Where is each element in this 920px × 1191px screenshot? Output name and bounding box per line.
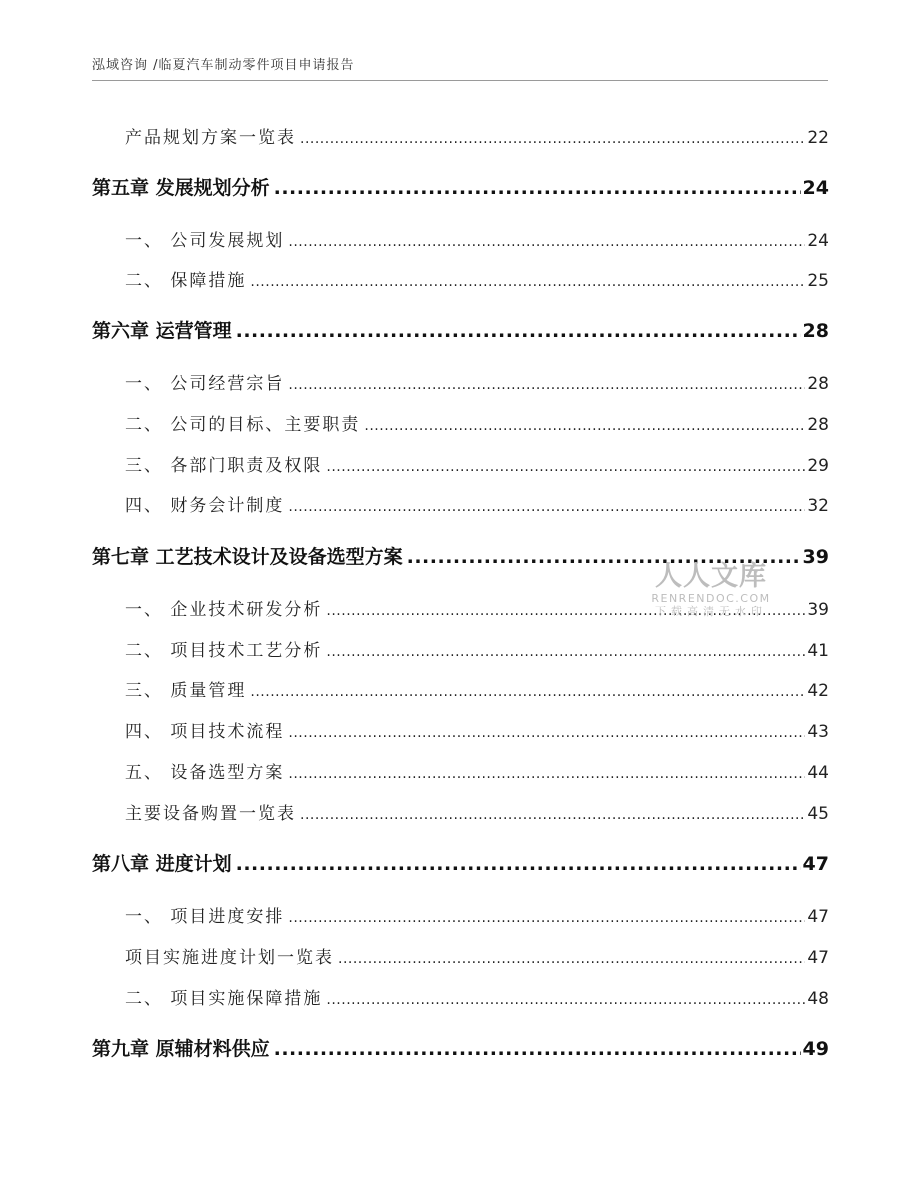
toc-page-number: 32 [807,496,829,516]
toc-page-number: 42 [807,681,829,701]
toc-leader-dots [300,807,805,823]
toc-entry-label: 一、 公司经营宗旨 [125,374,285,394]
toc-entry-label: 三、 各部门职责及权限 [125,456,323,476]
toc-entry[interactable] [125,799,829,824]
watermark [648,562,774,618]
toc-entry-label: 第九章 原辅材料供应 [92,1038,270,1060]
toc-page-number: 39 [807,600,829,620]
toc-leader-dots [274,1038,801,1060]
toc-leader-dots [338,951,805,967]
toc-leader-dots [250,684,805,700]
toc-leader-dots [274,177,801,199]
toc-page-number: 47 [807,907,829,927]
toc-page-number: 41 [807,641,829,661]
toc-leader-dots [364,418,805,434]
watermark-title: 人人文库 [655,561,767,592]
toc-page-number: 29 [807,456,829,476]
toc-page-number: 48 [807,989,829,1009]
toc-entry[interactable] [125,984,829,1009]
toc-chapter-entry[interactable] [92,849,829,876]
toc-leader-dots [288,377,805,393]
watermark-slogan: 下载高清无水印 [655,605,767,618]
toc-entry-label: 第五章 发展规划分析 [92,177,270,199]
toc-page-number: 25 [807,271,829,291]
toc-entry[interactable] [125,266,829,291]
toc-leader-dots [326,644,805,660]
toc-entry-label: 项目实施进度计划一览表 [125,948,334,968]
toc-entry[interactable] [125,636,829,661]
toc-entry[interactable] [125,451,829,476]
toc-page-number: 22 [807,128,829,148]
toc-chapter-entry[interactable] [92,1034,829,1061]
toc-entry[interactable] [125,123,829,148]
toc-entry-label: 第八章 进度计划 [92,853,232,875]
toc-entry-label: 二、 项目技术工艺分析 [125,641,323,661]
toc-entry[interactable] [125,491,829,516]
toc-page-number: 43 [807,722,829,742]
page-header: 泓域咨询 /临夏汽车制动零件项目申请报告 [92,58,355,73]
toc-entry-label: 第七章 工艺技术设计及设备选型方案 [92,546,403,568]
toc-entry-label: 三、 质量管理 [125,681,247,701]
toc-page-number: 28 [802,320,829,342]
toc-entry[interactable] [125,226,829,251]
toc-page-number: 47 [802,853,829,875]
toc-leader-dots [288,499,805,515]
toc-leader-dots [236,320,801,342]
toc-leader-dots [288,725,805,741]
toc-leader-dots [288,766,805,782]
toc-entry[interactable] [125,717,829,742]
toc-entry-label: 第六章 运营管理 [92,320,232,342]
toc-chapter-entry[interactable] [92,316,829,343]
toc-page-number: 28 [807,374,829,394]
toc-entry-label: 主要设备购置一览表 [125,804,296,824]
toc-leader-dots [326,459,805,475]
toc-leader-dots [288,234,805,250]
toc-leader-dots [288,910,805,926]
toc-page-number: 39 [802,546,829,568]
toc-entry-label: 一、 项目进度安排 [125,907,285,927]
toc-leader-dots [236,853,801,875]
toc-entry[interactable] [125,369,829,394]
toc-entry-label: 二、 公司的目标、主要职责 [125,415,361,435]
toc-entry[interactable] [125,410,829,435]
toc-page-number: 24 [802,177,829,199]
toc-entry[interactable] [125,902,829,927]
toc-entry[interactable] [125,676,829,701]
toc-page-number: 44 [807,763,829,783]
toc-entry-label: 四、 项目技术流程 [125,722,285,742]
toc-page-number: 28 [807,415,829,435]
toc-entry-label: 四、 财务会计制度 [125,496,285,516]
toc-entry-label: 一、 公司发展规划 [125,231,285,251]
toc-entry-label: 二、 保障措施 [125,271,247,291]
toc-entry-label: 二、 项目实施保障措施 [125,989,323,1009]
toc-entry-label: 一、 企业技术研发分析 [125,600,323,620]
toc-page-number: 47 [807,948,829,968]
toc-page-number: 45 [807,804,829,824]
toc-page-number: 24 [807,231,829,251]
toc-chapter-entry[interactable] [92,173,829,200]
toc-leader-dots [250,274,805,290]
watermark-domain: RENRENDOC.COM [651,592,771,605]
toc-leader-dots [326,992,805,1008]
toc-entry[interactable] [125,943,829,968]
toc-entry-label: 五、 设备选型方案 [125,763,285,783]
toc-leader-dots [300,131,805,147]
toc-page-number: 49 [802,1038,829,1060]
toc-entry[interactable] [125,758,829,783]
toc-entry-label: 产品规划方案一览表 [125,128,296,148]
